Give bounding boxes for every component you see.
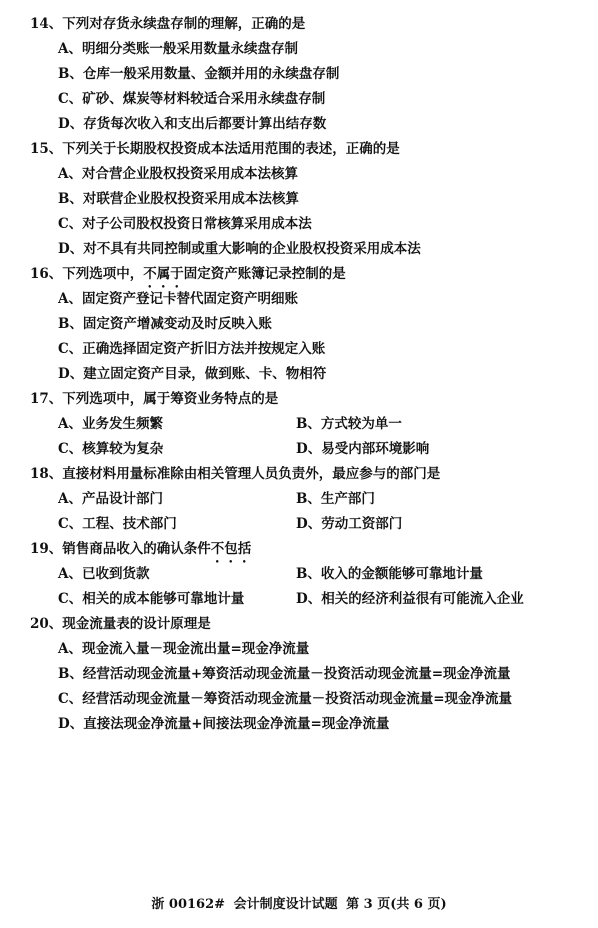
- question-15: [30, 137, 590, 262]
- option-a: A、产品设计部门: [58, 491, 163, 507]
- question-16: [30, 262, 590, 387]
- option-c: C、经营活动现金流量－筹资活动现金流量－投资活动现金流量=现金净流量: [58, 691, 513, 707]
- option-a: A、业务发生频繁: [58, 416, 163, 432]
- question-list: [30, 12, 590, 737]
- question-18: [30, 462, 590, 537]
- option-d: D、对不具有共同控制或重大影响的企业股权投资采用成本法: [58, 241, 421, 257]
- option-a: A、对合营企业股权投资采用成本法核算: [58, 166, 298, 182]
- option-d: D、劳动工资部门: [296, 516, 403, 532]
- question-stem: 16、下列选项中，不属于固定资产账簿记录控制的是: [30, 266, 346, 282]
- option-row: [30, 412, 590, 437]
- question-stem: 18、直接材料用量标准除由相关管理人员负责外，最应参与的部门是: [30, 466, 441, 482]
- option-c: C、矿砂、煤炭等材料较适合采用永续盘存制: [58, 91, 326, 107]
- question-stem: 19、销售商品收入的确认条件不包括: [30, 541, 252, 557]
- option-d: D、相关的经济利益很有可能流入企业: [296, 591, 524, 607]
- option-b: B、固定资产增减变动及时反映入账: [58, 316, 272, 332]
- option-c: C、对子公司股权投资日常核算采用成本法: [58, 216, 312, 232]
- option-row: [30, 512, 590, 537]
- emphasis-text: 不属于: [143, 266, 184, 282]
- option-c: C、核算较为复杂: [58, 441, 164, 457]
- option-b: B、对联营企业股权投资采用成本法核算: [58, 191, 299, 207]
- option-b: B、生产部门: [296, 491, 375, 507]
- question-19: [30, 537, 590, 612]
- option-a: A、固定资产登记卡替代固定资产明细账: [58, 291, 298, 307]
- option-c: C、工程、技术部门: [58, 516, 177, 532]
- option-row: [30, 437, 590, 462]
- page-number: 第 3 页(共 6 页): [346, 897, 447, 912]
- question-stem: 20、现金流量表的设计原理是: [30, 616, 211, 632]
- question-14: [30, 12, 590, 137]
- option-d: D、直接法现金净流量+间接法现金净流量=现金净流量: [58, 716, 390, 732]
- option-row: [30, 587, 590, 612]
- option-row: [30, 487, 590, 512]
- option-b: B、收入的金额能够可靠地计量: [296, 566, 483, 582]
- question-stem: 14、下列对存货永续盘存制的理解，正确的是: [30, 16, 306, 32]
- page-footer: [0, 893, 598, 912]
- option-b: B、方式较为单一: [296, 416, 402, 432]
- option-d: D、建立固定资产目录，做到账、卡、物相符: [58, 366, 327, 382]
- option-a: A、已收到货款: [58, 566, 150, 582]
- exam-title: 会计制度设计试题: [233, 897, 338, 912]
- question-stem: 17、下列选项中，属于筹资业务特点的是: [30, 391, 279, 407]
- option-b: B、经营活动现金流量+筹资活动现金流量－投资活动现金流量=现金净流量: [58, 666, 511, 682]
- option-a: A、现金流入量－现金流出量=现金净流量: [58, 641, 310, 657]
- option-d: D、易受内部环境影响: [296, 441, 430, 457]
- option-d: D、存货每次收入和支出后都要计算出结存数: [58, 116, 327, 132]
- question-17: [30, 387, 590, 462]
- option-a: A、明细分类账一般采用数量永续盘存制: [58, 41, 298, 57]
- option-row: [30, 562, 590, 587]
- exam-code: 浙 00162#: [151, 897, 226, 912]
- question-20: [30, 612, 590, 737]
- option-b: B、仓库一般采用数量、金额并用的永续盘存制: [58, 66, 340, 82]
- question-stem: 15、下列关于长期股权投资成本法适用范围的表述，正确的是: [30, 141, 400, 157]
- emphasis-text: 不包括: [210, 541, 252, 557]
- option-c: C、正确选择固定资产折旧方法并按规定入账: [58, 341, 326, 357]
- option-c: C、相关的成本能够可靠地计量: [58, 591, 245, 607]
